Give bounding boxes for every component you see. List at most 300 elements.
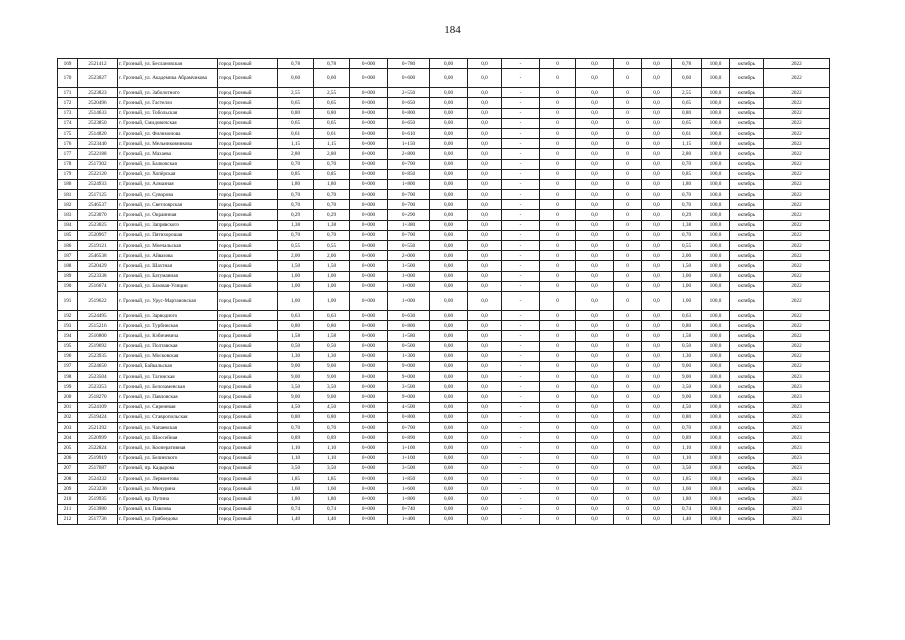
length-normative-cell: 0,78 [672, 59, 702, 69]
row-number-cell: 209 [58, 484, 78, 494]
street-name-cell: г. Грозный, ул. Академика Абрамчикова [118, 69, 218, 88]
month-cell: октябрь [730, 169, 764, 179]
value-k-cell: 0 [614, 423, 642, 433]
length-asphalt-cell: 1,38 [314, 220, 350, 230]
street-name-cell: г. Грозный, ул. Лермонтова [118, 473, 218, 483]
year-cell: 2023 [764, 402, 830, 412]
start-km-cell: 0+000 [350, 169, 388, 179]
street-name-cell: г. Грозный, ул. Мельниковникова [118, 139, 218, 149]
end-km-cell: 1+800 [388, 179, 430, 189]
length-normative-cell: 0,65 [672, 98, 702, 108]
road-code-cell: 2516800 [78, 331, 118, 341]
length-total-cell: 0,70 [278, 190, 314, 200]
length-asphalt-cell: 0,29 [314, 210, 350, 220]
street-name-cell: г. Грозный, ул. Хопёрская [118, 169, 218, 179]
percent-cell: 100,0 [702, 210, 730, 220]
value-k-cell: 0 [614, 281, 642, 291]
row-number-cell: 184 [58, 220, 78, 230]
value-m-cell: 0,0 [642, 341, 672, 351]
length-normative-cell: 9,00 [672, 372, 702, 382]
percent-cell: 100,0 [702, 200, 730, 210]
table-row [58, 281, 830, 291]
value-f-cell: 0,00 [430, 423, 468, 433]
value-h-cell: - [502, 433, 540, 443]
value-m-cell: 0,0 [642, 210, 672, 220]
value-k-cell: 0 [614, 412, 642, 422]
row-number-cell: 173 [58, 108, 78, 118]
year-cell: 2022 [764, 108, 830, 118]
year-cell: 2022 [764, 69, 830, 88]
value-k-cell: 0 [614, 200, 642, 210]
start-km-cell: 0+000 [350, 412, 388, 422]
street-name-cell: г. Грозный, ул. Балковская [118, 159, 218, 169]
value-h-cell: - [502, 351, 540, 361]
city-name-cell: город Грозный [218, 351, 278, 361]
value-m-cell: 0,0 [642, 473, 672, 483]
end-km-cell: 9+000 [388, 392, 430, 402]
value-h-cell: - [502, 494, 540, 504]
length-asphalt-cell: 0,65 [314, 98, 350, 108]
value-k-cell: 0 [614, 331, 642, 341]
start-km-cell: 0+000 [350, 331, 388, 341]
end-km-cell: 0+650 [388, 98, 430, 108]
value-i-cell: 0 [540, 128, 576, 138]
value-g-cell: 0,0 [468, 98, 502, 108]
table-row [58, 108, 830, 118]
value-m-cell: 0,0 [642, 261, 672, 271]
value-j-cell: 0,0 [576, 281, 614, 291]
row-number-cell: 174 [58, 118, 78, 128]
city-name-cell: город Грозный [218, 412, 278, 422]
road-code-cell: 2518270 [78, 392, 118, 402]
city-name-cell: город Грозный [218, 159, 278, 169]
value-h-cell: - [502, 321, 540, 331]
value-k-cell: 0 [614, 372, 642, 382]
city-name-cell: город Грозный [218, 504, 278, 514]
street-name-cell: г. Грозный, ул. Гастелло [118, 98, 218, 108]
month-cell: октябрь [730, 261, 764, 271]
month-cell: октябрь [730, 128, 764, 138]
road-code-cell: 2519424 [78, 412, 118, 422]
length-total-cell: 3,50 [278, 382, 314, 392]
length-asphalt-cell: 2,00 [314, 251, 350, 261]
value-m-cell: 0,0 [642, 291, 672, 310]
value-f-cell: 0,00 [430, 514, 468, 524]
value-f-cell: 0,00 [430, 504, 468, 514]
length-normative-cell: 0,60 [672, 69, 702, 88]
value-k-cell: 0 [614, 159, 642, 169]
value-f-cell: 0,00 [430, 169, 468, 179]
length-normative-cell: 0,70 [672, 190, 702, 200]
value-h-cell: - [502, 484, 540, 494]
percent-cell: 100,0 [702, 69, 730, 88]
value-g-cell: 0,0 [468, 473, 502, 483]
length-total-cell: 0,29 [278, 210, 314, 220]
value-j-cell: 0,0 [576, 69, 614, 88]
month-cell: октябрь [730, 88, 764, 98]
value-f-cell: 0,00 [430, 331, 468, 341]
road-code-cell: 2520999 [78, 433, 118, 443]
value-f-cell: 0,00 [430, 200, 468, 210]
month-cell: октябрь [730, 210, 764, 220]
value-k-cell: 0 [614, 514, 642, 524]
end-km-cell: 0+600 [388, 69, 430, 88]
city-name-cell: город Грозный [218, 200, 278, 210]
length-asphalt-cell: 3,50 [314, 382, 350, 392]
table-row [58, 190, 830, 200]
road-code-cell: 2546538 [78, 251, 118, 261]
value-m-cell: 0,0 [642, 98, 672, 108]
length-total-cell: 4,50 [278, 402, 314, 412]
end-km-cell: 0+700 [388, 423, 430, 433]
length-normative-cell: 0,70 [672, 230, 702, 240]
street-name-cell: г. Грозный, ул. Турбинская [118, 321, 218, 331]
year-cell: 2023 [764, 392, 830, 402]
value-f-cell: 0,00 [430, 382, 468, 392]
value-i-cell: 0 [540, 271, 576, 281]
table-row [58, 88, 830, 98]
value-i-cell: 0 [540, 463, 576, 473]
road-code-cell: 2522824 [78, 443, 118, 453]
road-code-cell: 2523027 [78, 69, 118, 88]
percent-cell: 100,0 [702, 190, 730, 200]
length-total-cell: 1,85 [278, 473, 314, 483]
length-total-cell: 0,74 [278, 504, 314, 514]
start-km-cell: 0+000 [350, 291, 388, 310]
value-i-cell: 0 [540, 210, 576, 220]
value-j-cell: 0,0 [576, 494, 614, 504]
value-g-cell: 0,0 [468, 361, 502, 371]
road-code-cell: 2520967 [78, 230, 118, 240]
row-number-cell: 171 [58, 88, 78, 98]
value-g-cell: 0,0 [468, 310, 502, 320]
value-m-cell: 0,0 [642, 494, 672, 504]
city-name-cell: город Грозный [218, 210, 278, 220]
row-number-cell: 186 [58, 241, 78, 251]
value-g-cell: 0,0 [468, 382, 502, 392]
end-km-cell: 0+550 [388, 241, 430, 251]
row-number-cell: 179 [58, 169, 78, 179]
value-i-cell: 0 [540, 423, 576, 433]
year-cell: 2022 [764, 291, 830, 310]
value-m-cell: 0,0 [642, 463, 672, 473]
table-row [58, 321, 830, 331]
value-j-cell: 0,0 [576, 220, 614, 230]
year-cell: 2022 [764, 59, 830, 69]
length-normative-cell: 0,65 [672, 118, 702, 128]
value-k-cell: 0 [614, 392, 642, 402]
percent-cell: 100,0 [702, 321, 730, 331]
percent-cell: 100,0 [702, 433, 730, 443]
year-cell: 2023 [764, 514, 830, 524]
value-g-cell: 0,0 [468, 504, 502, 514]
value-m-cell: 0,0 [642, 310, 672, 320]
value-f-cell: 0,00 [430, 261, 468, 271]
table-row [58, 261, 830, 271]
street-name-cell: г. Грозный, ул. Сиреневая [118, 402, 218, 412]
street-name-cell: г. Грозный, ул. Ставропольская [118, 412, 218, 422]
value-i-cell: 0 [540, 200, 576, 210]
percent-cell: 100,0 [702, 392, 730, 402]
value-j-cell: 0,0 [576, 139, 614, 149]
start-km-cell: 0+000 [350, 230, 388, 240]
value-k-cell: 0 [614, 98, 642, 108]
length-asphalt-cell: 1,80 [314, 179, 350, 189]
value-m-cell: 0,0 [642, 504, 672, 514]
month-cell: октябрь [730, 412, 764, 422]
length-total-cell: 3,50 [278, 463, 314, 473]
length-normative-cell: 1,85 [672, 473, 702, 483]
length-normative-cell: 1,60 [672, 484, 702, 494]
percent-cell: 100,0 [702, 220, 730, 230]
row-number-cell: 191 [58, 291, 78, 310]
table-row [58, 433, 830, 443]
end-km-cell: 0+890 [388, 433, 430, 443]
value-g-cell: 0,0 [468, 220, 502, 230]
value-g-cell: 0,0 [468, 241, 502, 251]
street-name-cell: г. Грозный, ул. Белозаменская [118, 382, 218, 392]
year-cell: 2022 [764, 281, 830, 291]
length-total-cell: 0,70 [278, 200, 314, 210]
end-km-cell: 0+800 [388, 412, 430, 422]
table-row [58, 361, 830, 371]
end-km-cell: 0+630 [388, 310, 430, 320]
value-j-cell: 0,0 [576, 412, 614, 422]
length-normative-cell: 9,00 [672, 392, 702, 402]
value-h-cell: - [502, 59, 540, 69]
value-j-cell: 0,0 [576, 321, 614, 331]
start-km-cell: 0+000 [350, 402, 388, 412]
year-cell: 2022 [764, 179, 830, 189]
street-name-cell: г. Грозный, ул. Шоссейная [118, 433, 218, 443]
city-name-cell: город Грозный [218, 494, 278, 504]
value-h-cell: - [502, 139, 540, 149]
value-h-cell: - [502, 402, 540, 412]
road-code-cell: 2522120 [78, 169, 118, 179]
value-m-cell: 0,0 [642, 118, 672, 128]
road-code-cell: 2514820 [78, 128, 118, 138]
value-j-cell: 0,0 [576, 291, 614, 310]
value-k-cell: 0 [614, 69, 642, 88]
end-km-cell: 1+580 [388, 331, 430, 341]
value-g-cell: 0,0 [468, 463, 502, 473]
value-j-cell: 0,0 [576, 382, 614, 392]
value-k-cell: 0 [614, 402, 642, 412]
value-m-cell: 0,0 [642, 88, 672, 98]
street-name-cell: г. Грозный, ул. Тобольская [118, 108, 218, 118]
road-code-cell: 2517687 [78, 463, 118, 473]
month-cell: октябрь [730, 321, 764, 331]
end-km-cell: 1+800 [388, 494, 430, 504]
value-f-cell: 0,00 [430, 310, 468, 320]
street-name-cell: г. Грозный, ул. Запрявского [118, 220, 218, 230]
value-m-cell: 0,0 [642, 423, 672, 433]
percent-cell: 100,0 [702, 261, 730, 271]
length-total-cell: 0,70 [278, 230, 314, 240]
city-name-cell: город Грозный [218, 118, 278, 128]
road-code-cell: 2523338 [78, 271, 118, 281]
table-row [58, 118, 830, 128]
start-km-cell: 0+000 [350, 453, 388, 463]
percent-cell: 100,0 [702, 169, 730, 179]
percent-cell: 100,0 [702, 128, 730, 138]
length-asphalt-cell: 0,65 [314, 118, 350, 128]
value-j-cell: 0,0 [576, 261, 614, 271]
value-m-cell: 0,0 [642, 443, 672, 453]
value-g-cell: 0,0 [468, 139, 502, 149]
value-i-cell: 0 [540, 361, 576, 371]
city-name-cell: город Грозный [218, 88, 278, 98]
length-total-cell: 1,00 [278, 281, 314, 291]
row-number-cell: 183 [58, 210, 78, 220]
value-f-cell: 0,00 [430, 351, 468, 361]
length-asphalt-cell: 2,55 [314, 88, 350, 98]
month-cell: октябрь [730, 139, 764, 149]
year-cell: 2022 [764, 310, 830, 320]
value-f-cell: 0,00 [430, 69, 468, 88]
value-f-cell: 0,00 [430, 473, 468, 483]
table-row [58, 494, 830, 504]
percent-cell: 100,0 [702, 473, 730, 483]
row-number-cell: 204 [58, 433, 78, 443]
year-cell: 2022 [764, 169, 830, 179]
value-j-cell: 0,0 [576, 98, 614, 108]
length-total-cell: 0,65 [278, 118, 314, 128]
table-row [58, 271, 830, 281]
value-m-cell: 0,0 [642, 220, 672, 230]
value-i-cell: 0 [540, 392, 576, 402]
table-row [58, 59, 830, 69]
length-normative-cell: 0,85 [672, 169, 702, 179]
value-f-cell: 0,00 [430, 402, 468, 412]
value-h-cell: - [502, 291, 540, 310]
value-m-cell: 0,0 [642, 251, 672, 261]
table-row [58, 310, 830, 320]
length-asphalt-cell: 1,60 [314, 484, 350, 494]
length-total-cell: 0,78 [278, 59, 314, 69]
length-asphalt-cell: 1,00 [314, 281, 350, 291]
value-m-cell: 0,0 [642, 179, 672, 189]
value-h-cell: - [502, 281, 540, 291]
table-row [58, 251, 830, 261]
table-row [58, 382, 830, 392]
street-name-cell: г. Грозный, ул. Филимонова [118, 128, 218, 138]
month-cell: октябрь [730, 494, 764, 504]
road-code-cell: 2520496 [78, 98, 118, 108]
month-cell: октябрь [730, 361, 764, 371]
row-number-cell: 187 [58, 251, 78, 261]
length-asphalt-cell: 0,70 [314, 159, 350, 169]
year-cell: 2023 [764, 494, 830, 504]
city-name-cell: город Грозный [218, 261, 278, 271]
city-name-cell: город Грозный [218, 230, 278, 240]
length-asphalt-cell: 0,80 [314, 412, 350, 422]
row-number-cell: 169 [58, 59, 78, 69]
value-g-cell: 0,0 [468, 321, 502, 331]
value-h-cell: - [502, 372, 540, 382]
value-g-cell: 0,0 [468, 128, 502, 138]
table-row [58, 230, 830, 240]
value-f-cell: 0,00 [430, 159, 468, 169]
row-number-cell: 202 [58, 412, 78, 422]
value-j-cell: 0,0 [576, 361, 614, 371]
city-name-cell: город Грозный [218, 139, 278, 149]
length-total-cell: 1,80 [278, 179, 314, 189]
length-asphalt-cell: 1,85 [314, 473, 350, 483]
year-cell: 2022 [764, 118, 830, 128]
road-code-cell: 2513980 [78, 504, 118, 514]
month-cell: октябрь [730, 402, 764, 412]
city-name-cell: город Грозный [218, 108, 278, 118]
length-asphalt-cell: 1,50 [314, 261, 350, 271]
value-f-cell: 0,00 [430, 494, 468, 504]
percent-cell: 100,0 [702, 412, 730, 422]
year-cell: 2022 [764, 200, 830, 210]
length-total-cell: 0,70 [278, 159, 314, 169]
year-cell: 2022 [764, 230, 830, 240]
start-km-cell: 0+000 [350, 149, 388, 159]
value-g-cell: 0,0 [468, 108, 502, 118]
table-row [58, 341, 830, 351]
month-cell: октябрь [730, 59, 764, 69]
row-number-cell: 201 [58, 402, 78, 412]
row-number-cell: 208 [58, 473, 78, 483]
length-asphalt-cell: 1,40 [314, 514, 350, 524]
end-km-cell: 1+000 [388, 281, 430, 291]
length-normative-cell: 0,50 [672, 341, 702, 351]
length-asphalt-cell: 0,63 [314, 310, 350, 320]
month-cell: октябрь [730, 200, 764, 210]
road-code-cell: 2521412 [78, 59, 118, 69]
month-cell: октябрь [730, 159, 764, 169]
road-code-cell: 2519121 [78, 241, 118, 251]
month-cell: октябрь [730, 423, 764, 433]
table-row [58, 179, 830, 189]
value-i-cell: 0 [540, 351, 576, 361]
month-cell: октябрь [730, 190, 764, 200]
value-j-cell: 0,0 [576, 108, 614, 118]
year-cell: 2022 [764, 139, 830, 149]
value-g-cell: 0,0 [468, 281, 502, 291]
value-k-cell: 0 [614, 220, 642, 230]
length-total-cell: 2,55 [278, 88, 314, 98]
length-asphalt-cell: 1,10 [314, 443, 350, 453]
road-code-cell: 2546537 [78, 200, 118, 210]
end-km-cell: 0+740 [388, 504, 430, 514]
end-km-cell: 0+800 [388, 321, 430, 331]
value-m-cell: 0,0 [642, 128, 672, 138]
year-cell: 2023 [764, 423, 830, 433]
street-name-cell: г. Грозный, ул. Базовая-Улицин [118, 281, 218, 291]
city-name-cell: город Грозный [218, 281, 278, 291]
table-row [58, 392, 830, 402]
start-km-cell: 0+000 [350, 392, 388, 402]
value-j-cell: 0,0 [576, 200, 614, 210]
street-name-cell: г. Грозный, ул. Шахтная [118, 261, 218, 271]
value-f-cell: 0,00 [430, 392, 468, 402]
value-g-cell: 0,0 [468, 251, 502, 261]
month-cell: октябрь [730, 291, 764, 310]
length-normative-cell: 0,63 [672, 310, 702, 320]
value-k-cell: 0 [614, 88, 642, 98]
length-normative-cell: 0,89 [672, 433, 702, 443]
year-cell: 2022 [764, 251, 830, 261]
length-asphalt-cell: 0,61 [314, 128, 350, 138]
value-f-cell: 0,00 [430, 372, 468, 382]
start-km-cell: 0+000 [350, 179, 388, 189]
start-km-cell: 0+000 [350, 69, 388, 88]
year-cell: 2022 [764, 128, 830, 138]
